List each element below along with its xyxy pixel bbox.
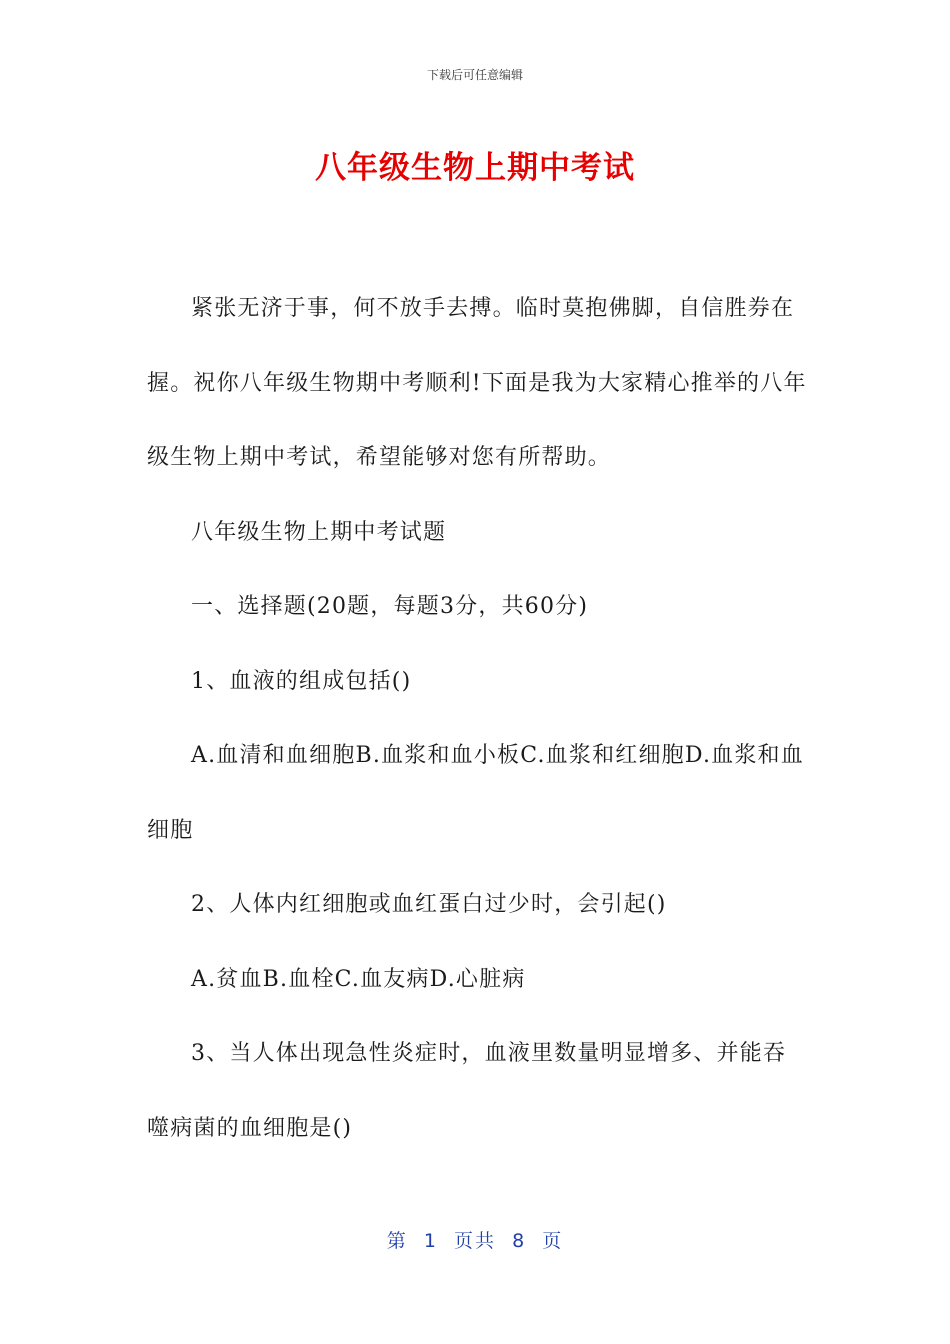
header-note: 下载后可任意编辑 bbox=[426, 68, 523, 82]
question-3: 3、当人体出现急性炎症时，血液里数量明显增多、并能吞噬病菌的血细胞是() bbox=[147, 1041, 787, 1141]
page-footer bbox=[0, 1226, 950, 1253]
document-title: 八年级生物上期中考试 bbox=[315, 150, 635, 186]
document-body bbox=[147, 272, 807, 1166]
question-1-options: A.血清和血细胞B.血浆和血小板C.血浆和红细胞D.血浆和血细胞 bbox=[147, 743, 804, 843]
question-2: 2、人体内红细胞或血红蛋白过少时，会引起() bbox=[191, 892, 667, 917]
question-2-options: A.贫血B.血栓C.血友病D.心脏病 bbox=[191, 966, 526, 992]
intro-paragraph: 紧张无济于事，何不放手去搏。临时莫抱佛脚，自信胜券在握。祝你八年级生物期中考顺利!下面是我为大家精心推举的八年级生物上期中考试，希望能够对您有所帮助。 bbox=[147, 296, 807, 470]
question-group-heading: 一、选择题(20题，每题3分，共60分) bbox=[191, 594, 589, 619]
page-number-label: 第 1 页共 8 页 bbox=[386, 1230, 564, 1252]
question-1: 1、血液的组成包括() bbox=[191, 668, 412, 694]
section-heading: 八年级生物上期中考试题 bbox=[191, 519, 447, 545]
